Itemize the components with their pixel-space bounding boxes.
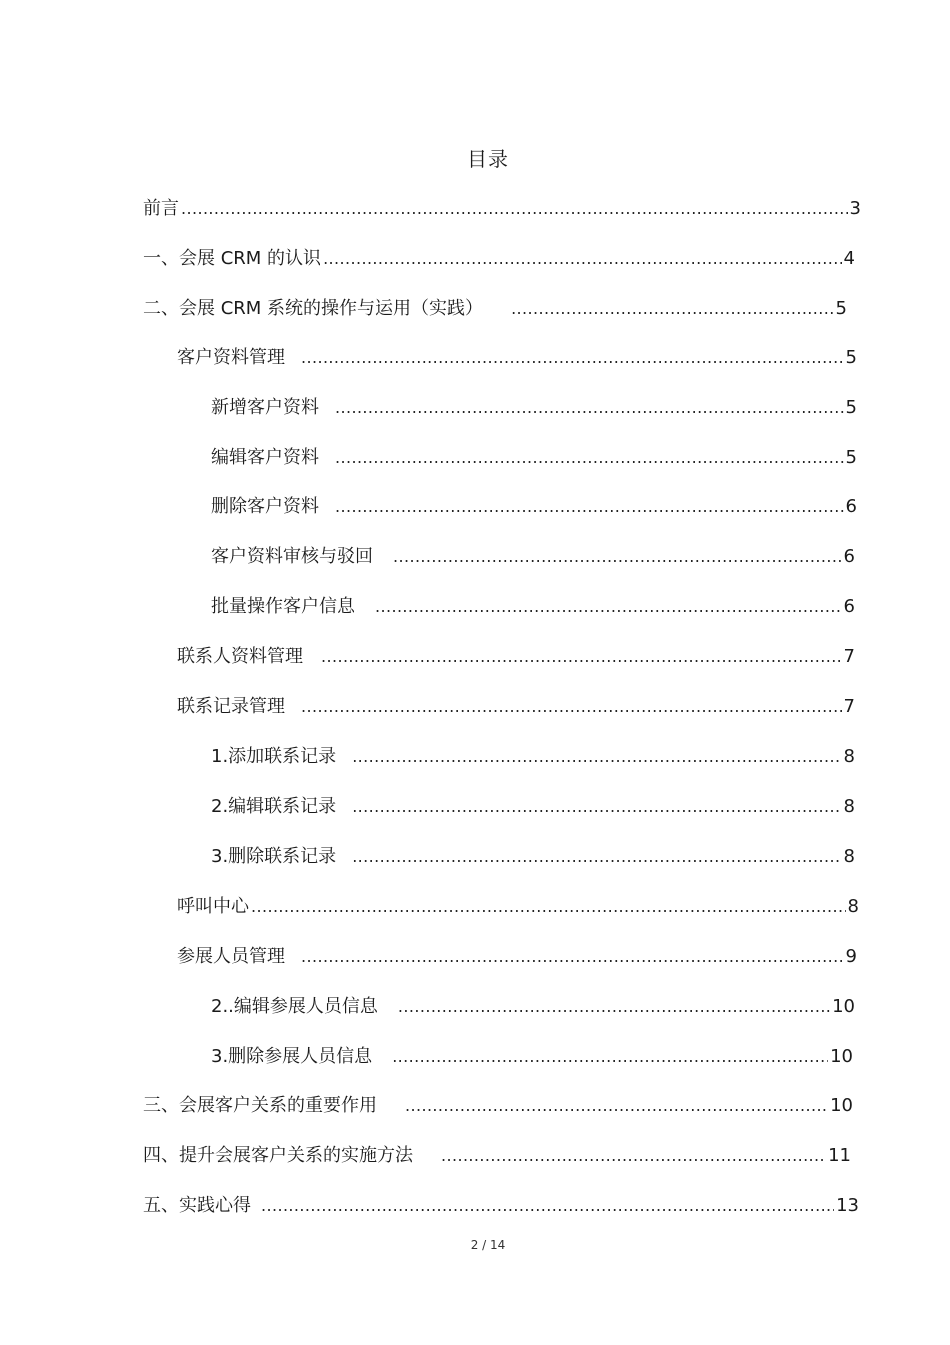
toc-leader-dots xyxy=(335,395,844,421)
toc-leader-dots xyxy=(405,1093,828,1119)
toc-entry[interactable] xyxy=(177,944,857,970)
toc-entry-label: 3.删除参展人员信息 xyxy=(211,1046,373,1067)
toc-leader-dots xyxy=(392,1044,828,1070)
toc-entry-page: 8 xyxy=(843,846,855,867)
toc-entry[interactable] xyxy=(143,196,861,222)
toc-leader-dots xyxy=(441,1143,826,1169)
toc-entry-label: 3.删除联系记录 xyxy=(211,846,337,867)
toc-entry-label: 编辑客户资料 xyxy=(211,447,319,468)
toc-leader-dots xyxy=(335,445,844,471)
toc-entry-label: 批量操作客户信息 xyxy=(211,596,355,617)
toc-entry-page: 8 xyxy=(843,746,855,767)
toc-entry[interactable] xyxy=(211,494,857,520)
toc-entry[interactable] xyxy=(143,1193,859,1219)
toc-entry[interactable] xyxy=(211,794,855,820)
toc-entry[interactable] xyxy=(211,445,857,471)
toc-entry[interactable] xyxy=(211,594,855,620)
toc-leader-dots xyxy=(301,944,844,970)
toc-entry[interactable] xyxy=(143,246,855,272)
toc-entry-page: 10 xyxy=(830,1046,853,1067)
toc-entry-label: 联系记录管理 xyxy=(177,696,285,717)
toc-entry-page: 4 xyxy=(843,248,855,269)
toc-entry-page: 10 xyxy=(832,996,855,1017)
toc-entry-page: 7 xyxy=(843,696,855,717)
toc-entry-label: 四、提升会展客户关系的实施方法 xyxy=(143,1145,413,1166)
toc-entry-label: 客户资料审核与驳回 xyxy=(211,546,373,567)
toc-entry-page: 6 xyxy=(843,596,855,617)
toc-entry[interactable] xyxy=(211,1044,853,1070)
toc-entry-label: 新增客户资料 xyxy=(211,397,319,418)
toc-entry-label: 2.编辑联系记录 xyxy=(211,796,337,817)
toc-entry[interactable] xyxy=(177,345,857,371)
toc-entry-page: 5 xyxy=(835,298,847,319)
toc-leader-dots xyxy=(181,196,848,222)
toc-leader-dots xyxy=(335,494,844,520)
toc-entry-label: 2..编辑参展人员信息 xyxy=(211,996,378,1017)
toc-leader-dots xyxy=(301,694,842,720)
toc-entry[interactable] xyxy=(143,1093,853,1119)
toc-leader-dots xyxy=(352,744,841,770)
toc-entry-page: 13 xyxy=(836,1195,859,1216)
toc-entry-label: 五、实践心得 xyxy=(143,1195,251,1216)
toc-leader-dots xyxy=(261,1193,834,1219)
toc-entry[interactable] xyxy=(211,544,855,570)
toc-entry-page: 10 xyxy=(830,1095,853,1116)
toc-entry-label: 一、会展 CRM 的认识 xyxy=(143,248,322,269)
toc-entry-page: 5 xyxy=(845,447,857,468)
toc-entry[interactable] xyxy=(211,395,857,421)
toc-entry-label: 联系人资料管理 xyxy=(177,646,303,667)
toc-entry-label: 三、会展客户关系的重要作用 xyxy=(143,1095,377,1116)
page-number: 2 / 14 xyxy=(470,1238,506,1252)
toc-entry-page: 3 xyxy=(849,198,861,219)
toc-entry-page: 7 xyxy=(843,646,855,667)
toc-entry-page: 8 xyxy=(843,796,855,817)
toc-entry-page: 5 xyxy=(845,397,857,418)
toc-entry-label: 客户资料管理 xyxy=(177,347,285,368)
toc-entry-page: 8 xyxy=(847,896,859,917)
toc-leader-dots xyxy=(321,644,842,670)
toc-leader-dots xyxy=(398,994,830,1020)
toc-entry-page: 6 xyxy=(845,496,857,517)
toc-leader-dots xyxy=(301,345,844,371)
toc-entry[interactable] xyxy=(177,894,859,920)
toc-entry[interactable] xyxy=(177,694,855,720)
toc-entry-label: 呼叫中心 xyxy=(177,896,249,917)
toc-entry[interactable] xyxy=(211,994,855,1020)
toc-entry-label: 前言 xyxy=(143,198,179,219)
toc-leader-dots xyxy=(352,844,841,870)
toc-entry[interactable] xyxy=(143,296,847,322)
toc-leader-dots xyxy=(375,594,842,620)
toc-leader-dots xyxy=(251,894,846,920)
toc-entry-page: 6 xyxy=(843,546,855,567)
toc-leader-dots xyxy=(323,246,841,272)
toc-entry[interactable] xyxy=(211,744,855,770)
toc-entry-page: 5 xyxy=(845,347,857,368)
toc-entry[interactable] xyxy=(143,1143,851,1169)
toc-entry-page: 9 xyxy=(845,946,857,967)
toc-leader-dots xyxy=(393,544,842,570)
toc-entry[interactable] xyxy=(177,644,855,670)
toc-entry-label: 删除客户资料 xyxy=(211,496,319,517)
page-title: 目录 xyxy=(467,147,509,171)
toc-entry-page: 11 xyxy=(828,1145,851,1166)
toc-leader-dots xyxy=(511,296,833,322)
toc-entry-label: 1.添加联系记录 xyxy=(211,746,337,767)
toc-entry-label: 二、会展 CRM 系统的操作与运用（实践） xyxy=(143,298,484,319)
toc-entry-label: 参展人员管理 xyxy=(177,946,285,967)
toc-entry[interactable] xyxy=(211,844,855,870)
toc-leader-dots xyxy=(352,794,841,820)
